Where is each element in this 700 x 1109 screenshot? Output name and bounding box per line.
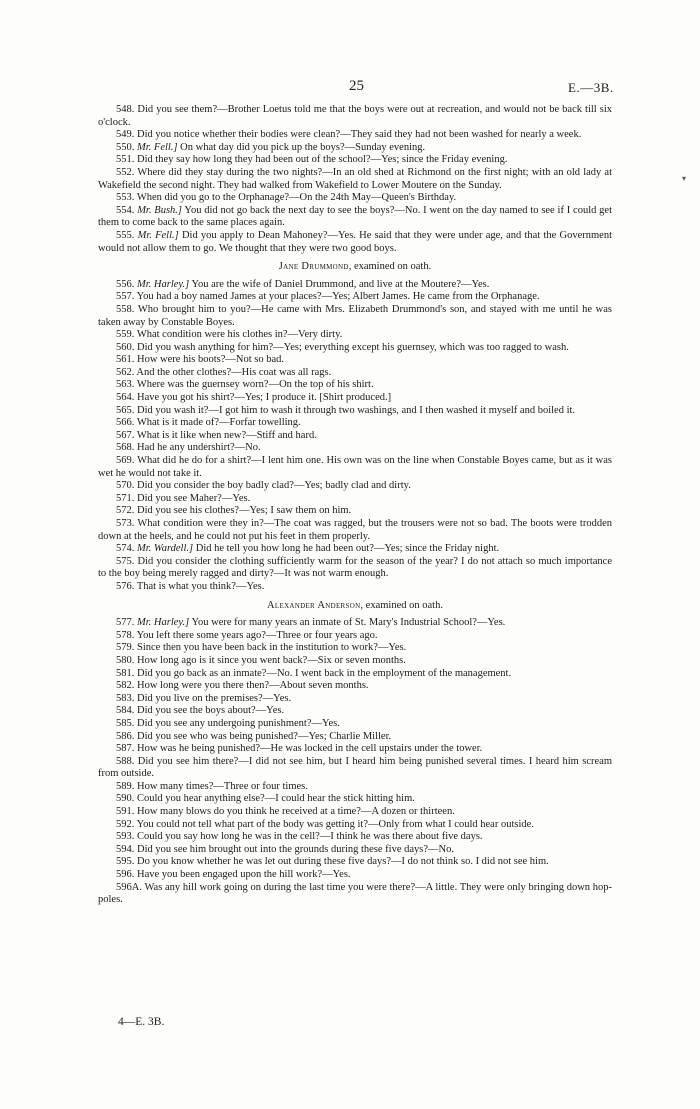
question-text: On what day did you pick up the boys?—Sunday evening. xyxy=(180,141,426,153)
witness-heading-suffix: , examined on oath. xyxy=(348,261,432,273)
signature-mark: 4—E. 3B. xyxy=(118,1016,165,1028)
question-number: 550. xyxy=(116,141,135,153)
question-number: 595. xyxy=(116,856,135,868)
question-paragraph xyxy=(98,869,612,882)
question-paragraph xyxy=(98,655,612,668)
question-text: Did you consider the boy badly clad?—Yes; badly clad and dirty. xyxy=(137,480,411,492)
question-paragraph xyxy=(98,329,612,342)
question-paragraph xyxy=(98,806,612,819)
question-text: How long ago is it since you went back?—Six or seven months. xyxy=(137,654,406,666)
question-number: 588. xyxy=(116,755,135,767)
speaker-name: Mr. Harley.] xyxy=(137,617,190,629)
question-number: 596A. xyxy=(116,881,142,893)
question-number: 557. xyxy=(116,291,135,303)
margin-mark: ▾ xyxy=(682,174,687,183)
question-number: 574. xyxy=(116,543,135,555)
speaker-name: Mr. Fell.] xyxy=(137,141,178,153)
speaker-name: Mr. Bush.] xyxy=(137,204,182,216)
question-text: Do you know whether he was let out during these five days?—I do not think so. I did not see him. xyxy=(137,856,549,868)
question-number: 554. xyxy=(116,204,135,216)
question-paragraph xyxy=(98,430,612,443)
question-paragraph xyxy=(98,354,612,367)
question-number: 562. xyxy=(116,366,135,378)
question-text: Where did they stay during the two nights?—In an old shed at Richmond on the first night; with an old lady at Wakefield the second night. They had walked from Wakefield to Lower Moutere on the Sunday. xyxy=(98,166,613,191)
question-text: How long were you there then?—About seven months. xyxy=(137,680,369,692)
question-paragraph xyxy=(98,230,612,255)
witness-heading-alexander-anderson xyxy=(98,600,612,613)
question-paragraph xyxy=(98,104,612,129)
question-number: 575. xyxy=(116,555,135,567)
speaker-name: Mr. Harley.] xyxy=(137,278,190,290)
question-text: You did not go back the next day to see the boys?—No. I went on the day named to see if I could get them to come back to the same places again. xyxy=(98,204,612,229)
question-text: Have you been engaged upon the hill work?—Yes. xyxy=(137,869,351,881)
question-number: 570. xyxy=(116,480,135,492)
question-paragraph xyxy=(98,417,612,430)
question-number: 563. xyxy=(116,379,135,391)
question-number: 592. xyxy=(116,818,135,830)
question-number: 572. xyxy=(116,505,135,517)
question-paragraph xyxy=(98,642,612,655)
question-text: Did you see him there?—I did not see him, but I heard him being punished several times. I heard him scream from outside. xyxy=(98,755,612,780)
question-paragraph xyxy=(98,705,612,718)
question-paragraph xyxy=(98,543,612,556)
question-paragraph xyxy=(98,342,612,355)
question-number: 583. xyxy=(116,692,135,704)
question-paragraph xyxy=(98,367,612,380)
question-text: Did you see his clothes?—Yes; I saw them on him. xyxy=(137,505,352,517)
question-text: And the other clothes?—His coat was all rags. xyxy=(136,366,332,378)
question-paragraph xyxy=(98,392,612,405)
question-paragraph xyxy=(98,819,612,832)
question-paragraph xyxy=(98,167,612,192)
question-paragraph xyxy=(98,718,612,731)
question-paragraph xyxy=(98,129,612,142)
question-text: You had a boy named James at your places?—Yes; Albert James. He came from the Orphanage. xyxy=(136,291,540,303)
question-number: 585. xyxy=(116,717,135,729)
question-number: 560. xyxy=(116,341,135,353)
question-text: Did you go back as an inmate?—No. I went back in the employment of the management. xyxy=(137,667,512,679)
question-paragraph xyxy=(98,556,612,581)
question-number: 586. xyxy=(116,730,135,742)
question-number: 565. xyxy=(116,404,135,416)
question-paragraph xyxy=(98,668,612,681)
question-text: Did you see any undergoing punishment?—Yes. xyxy=(137,717,340,729)
question-number: 551. xyxy=(116,154,135,166)
question-number: 571. xyxy=(116,492,135,504)
question-paragraph xyxy=(98,882,612,907)
question-text: What did he do for a shirt?—I lent him one. His own was on the line when Constable Boyes came, but as it was wet he would not take it. xyxy=(98,455,612,479)
question-number: 555. xyxy=(116,229,135,241)
question-number: 589. xyxy=(116,780,135,792)
question-paragraph xyxy=(98,154,612,167)
question-number: 549. xyxy=(116,129,135,141)
question-text: What condition were they in?—The coat was ragged, but the trousers were not so bad. The boots were trodden down at the heels, and he could not put his feet in them properly. xyxy=(98,518,612,542)
question-number: 569. xyxy=(116,455,135,467)
question-text: You could not tell what part of the body was getting it?—Only from what I could hear outside. xyxy=(136,818,534,830)
question-text: Did you wash it?—I got him to wash it through two washings, and I then washed it myself and boiled it. xyxy=(137,404,576,416)
question-text: That is what you think?—Yes. xyxy=(136,580,265,592)
question-text: Did you notice whether their bodies were clean?—They said they had not been washed for nearly a week. xyxy=(137,129,582,141)
question-text: How many times?—Three or four times. xyxy=(137,780,308,792)
question-text: Did you live on the premises?—Yes. xyxy=(137,692,292,704)
question-paragraph xyxy=(98,731,612,744)
question-number: 581. xyxy=(116,667,135,679)
question-paragraph xyxy=(98,291,612,304)
question-number: 567. xyxy=(116,429,135,441)
speaker-name: Mr. Fell.] xyxy=(137,229,179,241)
question-number: 578. xyxy=(116,629,135,641)
question-number: 564. xyxy=(116,392,135,404)
question-text: How was he being punished?—He was locked in the cell upstairs under the tower. xyxy=(137,743,483,755)
question-text: Was any hill work going on during the last time you were there?—A little. They were only bringing down hop-poles. xyxy=(98,881,612,906)
question-paragraph xyxy=(98,781,612,794)
question-number: 579. xyxy=(116,642,135,654)
question-text: How were his boots?—Not so bad. xyxy=(137,354,284,366)
question-text: Where was the guernsey worn?—On the top of his shirt. xyxy=(136,379,374,391)
question-number: 577. xyxy=(116,617,135,629)
question-paragraph xyxy=(98,680,612,693)
question-text: You were for many years an inmate of St. Mary's Industrial School?—Yes. xyxy=(191,617,506,629)
question-paragraph xyxy=(98,205,612,230)
question-paragraph xyxy=(98,505,612,518)
question-text: Did you apply to Dean Mahoney?—Yes. He said that they were under age, and that the Government would not allow them to go. We thought that they were two good boys. xyxy=(98,229,612,254)
question-text: What is it made of?—Forfar towelling. xyxy=(136,417,301,429)
question-text: Have you got his shirt?—Yes; I produce it. [Shirt produced.] xyxy=(137,392,392,404)
question-text: Did he tell you how long he had been out?—Yes; since the Friday night. xyxy=(195,543,500,555)
question-number: 594. xyxy=(116,843,135,855)
question-number: 556. xyxy=(116,278,135,290)
page-number: 25 xyxy=(349,78,364,94)
document-reference: E.—3B. xyxy=(568,80,614,95)
question-text: How many blows do you think he received at a time?—A dozen or thirteen. xyxy=(137,806,455,818)
question-text: Did you see who was being punished?—Yes; Charlie Miller. xyxy=(137,730,392,742)
question-text: Did you see Maher?—Yes. xyxy=(137,492,251,504)
question-number: 576. xyxy=(116,580,135,592)
question-paragraph xyxy=(98,856,612,869)
question-paragraph xyxy=(98,693,612,706)
question-number: 584. xyxy=(116,705,135,717)
question-text: You are the wife of Daniel Drummond, and live at the Moutere?—Yes. xyxy=(191,278,490,290)
question-number: 580. xyxy=(116,654,135,666)
question-text: When did you go to the Orphanage?—On the 24th May—Queen's Birthday. xyxy=(136,192,457,204)
question-paragraph xyxy=(98,581,612,594)
question-number: 596. xyxy=(116,869,135,881)
question-paragraph xyxy=(98,493,612,506)
question-text: What is it like when new?—Stiff and hard. xyxy=(136,429,317,441)
question-paragraph xyxy=(98,518,612,543)
question-number: 573. xyxy=(116,518,135,529)
evidence-section-3 xyxy=(98,617,612,907)
question-text: Did you see the boys about?—Yes. xyxy=(137,705,285,717)
question-paragraph xyxy=(98,756,612,781)
question-text: Did you see him brought out into the grounds during these five days?—No. xyxy=(137,843,454,855)
witness-name: Jane Drummond xyxy=(278,261,349,273)
question-paragraph xyxy=(98,617,612,630)
question-text: Could you say how long he was in the cell?—I think he was there about five days. xyxy=(137,831,483,843)
question-paragraph xyxy=(98,192,612,205)
question-paragraph xyxy=(98,405,612,418)
question-number: 548. xyxy=(116,104,135,115)
question-number: 553. xyxy=(116,192,135,204)
question-number: 587. xyxy=(116,743,135,755)
question-text: What condition were his clothes in?—Very dirty. xyxy=(136,329,343,341)
question-number: 590. xyxy=(116,793,135,805)
question-text: Did you wash anything for him?—Yes; everything except his guernsey, which was too ragged to wash. xyxy=(137,341,569,353)
question-paragraph xyxy=(98,793,612,806)
question-text: Could you hear anything else?—I could hear the stick hitting him. xyxy=(137,793,415,805)
question-number: 591. xyxy=(116,806,135,818)
question-text: Had he any undershirt?—No. xyxy=(137,442,261,454)
evidence-section-1 xyxy=(98,104,612,255)
question-text: Did they say how long they had been out of the school?—Yes; since the Friday evening. xyxy=(137,154,508,166)
question-paragraph xyxy=(98,442,612,455)
question-number: 558. xyxy=(116,303,135,315)
question-paragraph xyxy=(98,743,612,756)
question-text: Did you consider the clothing sufficiently warm for the season of the year? I do not attach so much importance to the boy being merely ragged and dirty?—It was not warm enough. xyxy=(98,555,612,580)
question-text: Since then you have been back in the institution to work?—Yes. xyxy=(137,642,407,654)
speaker-name: Mr. Wardell.] xyxy=(137,543,194,555)
question-text: Did you see them?—Brother Loetus told me that the boys were out at recreation, and would not be back till six o'clock. xyxy=(98,104,612,128)
question-text: Who brought him to you?—He came with Mrs. Elizabeth Drummond's son, and stayed with me until he was taken away by Constable Boyes. xyxy=(98,303,613,328)
question-number: 561. xyxy=(116,354,135,366)
question-number: 568. xyxy=(116,442,135,454)
question-paragraph xyxy=(98,142,612,155)
question-number: 552. xyxy=(116,166,135,178)
question-number: 582. xyxy=(116,680,135,692)
evidence-section-2 xyxy=(98,279,612,594)
question-paragraph xyxy=(98,304,612,329)
question-text: You left there some years ago?—Three or four years ago. xyxy=(136,629,378,641)
question-paragraph xyxy=(98,480,612,493)
question-paragraph xyxy=(98,844,612,857)
witness-heading-jane-drummond xyxy=(98,261,612,274)
question-number: 566. xyxy=(116,417,135,429)
witness-name: Alexander Anderson xyxy=(267,599,361,611)
question-paragraph xyxy=(98,630,612,643)
question-paragraph xyxy=(98,379,612,392)
question-paragraph xyxy=(98,279,612,292)
question-paragraph xyxy=(98,455,612,480)
evidence-text xyxy=(98,104,612,907)
witness-heading-suffix: , examined on oath. xyxy=(360,599,443,611)
question-number: 559. xyxy=(116,329,135,341)
question-number: 593. xyxy=(116,831,135,843)
question-paragraph xyxy=(98,831,612,844)
